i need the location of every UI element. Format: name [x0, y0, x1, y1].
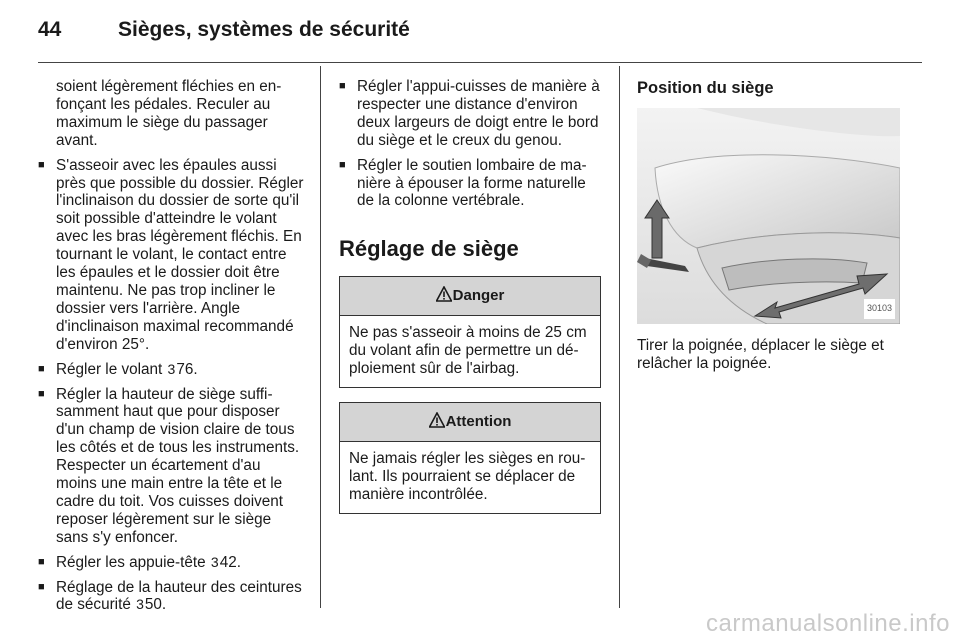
section-heading: Réglage de siège [339, 236, 519, 262]
list-item: ■ S'asseoir avec les épaules aussi près que possible du dossier. Régler l'inclinaison du dossier de sorte qu'il soit possible d'atteindre le volant avec les bras légèrement fléchis. En tournant le volant, le contact entre les épaules et le dossier doit être maintenu. Ne pas trop incliner le dossier vers l'arrière. Angle d'inclinaison maximal recommandé d'environ 25°. [38, 157, 304, 354]
page-ref-icon: 3 [167, 360, 176, 377]
page-ref-link[interactable]: 76. [176, 360, 198, 378]
page-ref-link[interactable]: 50. [144, 596, 167, 614]
seat-adjustment-figure [637, 108, 900, 324]
list-item: ■ Régler les appuie-tête 342. [38, 554, 304, 572]
intro-paragraph: soient légèrement fléchies en enfonçant les pédales. Reculer au maximum le siège du passager avant. [56, 78, 282, 149]
figure-caption: Tirer la poignée, déplacer le siège et relâcher la poignée. [637, 337, 884, 372]
danger-text: Ne pas s'asseoir à moins de 25 cm du volant afin de permettre un déploiement sûr de l'airbag. [349, 324, 587, 378]
figure-number: 30103 [864, 299, 895, 319]
warning-triangle-icon [429, 412, 445, 428]
list-item: ■ Régler la hauteur de siège suffisamment haut que pour disposer d'un champ de vision claire de tous les côtés et de tous les instruments. Respecter un écartement d'au moins une main entre la tête et le cadre du toit. Vos cuisses doivent reposer légèrement sur le siège sans s'y enfoncer. [38, 386, 304, 547]
danger-title: Danger [340, 277, 600, 316]
column-middle [339, 78, 601, 528]
seat-illustration [637, 108, 900, 324]
page-number: 44 [38, 18, 62, 41]
section-heading: Position du siège [637, 79, 774, 97]
watermark: carmanualsonline.info [706, 610, 950, 637]
list-item: ■ Régler le soutien lombaire de manière à épouser la forme naturelle de la colonne vertébrale. [339, 157, 601, 211]
column-divider [619, 66, 620, 608]
list-item: ■ Régler l'appui-cuisses de manière à respecter une distance d'environ deux largeurs de doigt entre le bord du siège et le creux du genou. [339, 78, 601, 150]
danger-box [339, 276, 601, 388]
attention-title: Attention [340, 403, 600, 442]
page-ref-icon: 3 [210, 553, 219, 570]
page-header [38, 18, 922, 63]
page-ref-link[interactable]: 42. [219, 553, 241, 571]
list-item: ■ Réglage de la hauteur des ceintures de sécurité 350. [38, 579, 304, 615]
warning-triangle-icon [436, 286, 452, 302]
column-divider [320, 66, 321, 608]
attention-text: Ne jamais régler les sièges en roulant. Ils pourraient se déplacer de manière incontrôlée. [349, 450, 586, 503]
page-ref-icon: 3 [136, 596, 144, 613]
column-left [38, 78, 304, 621]
list-item: ■ Régler le volant 376. [38, 361, 304, 379]
column-right [637, 78, 901, 380]
page-title: Sièges, systèmes de sécurité [118, 18, 410, 41]
attention-box [339, 402, 601, 514]
